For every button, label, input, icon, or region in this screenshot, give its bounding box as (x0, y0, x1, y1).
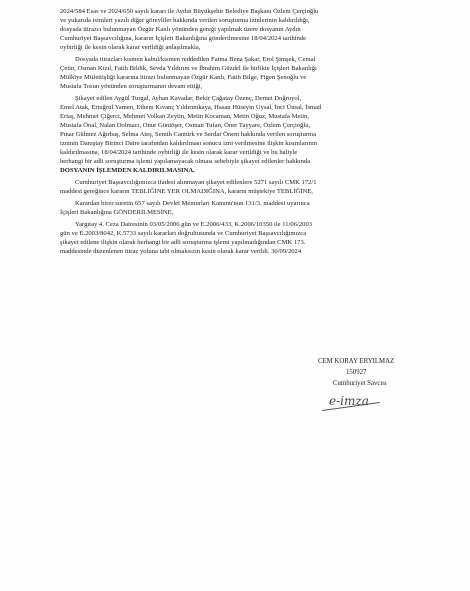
body-line: Çetin, Osman Kızıl, Fatih Bildik, Sevda Yıldırım ve İbrahim Güzdel ile birlikte İçişleri Bakanlığı (60, 65, 317, 72)
body-line: Mustafa Tosun yönünden soruşturmanın devam ettiği, (60, 83, 203, 90)
body-line: Yargıtay 4. Ceza Dairesinin 03/05/2006 gün ve E.2006/433, K.2006/10350 ile 11/06/2003 (75, 221, 313, 228)
body-line: Pınar Gülmez Ağırbaş, Selma Ateş, Semih Cantürk ve Serdar Önem hakkında verilen soruşturma (60, 131, 317, 138)
body-line: Mülkiye Müfettişliği kararına itirazı bulunmayan Özgür Kanlı, Fatih Bilge, Figen Şenoğlu ve (60, 74, 307, 81)
body-line: Cumhuriyet Başsavcılığına, kararın İçişleri Bakanlığına gönderilmesine 18/04/2024 tarihinde (60, 35, 307, 42)
body-line: izninin Danıştay Birinci Daire tarafından kaldırılması sonucu izni verilmesine ilişkin kısımlarının (60, 140, 318, 147)
body-line: Emel Atak, Ertuğrul Yamen, Ethem Kıvanç Yıldırımkaya, Hasan Hüseyin Uysal, İnci Ünsal, İsmail (60, 104, 322, 111)
body-line: Dosyada itirazları kısmen kabul/kısmen reddedilen Fatma Bena Şakar, Erol Şimşek, Cemal (75, 56, 316, 63)
body-line: Ertaş, Mehmet Çiğerci, Mehmet Volkan Zeytin, Metin Kocaman, Metin Oğuz, Mustafa Metin, (60, 113, 309, 120)
body-line: herhangi bir adli soruşturma işlemi yapılamayacak olması sebebiyle şikayet edilenler hakkında (60, 158, 311, 165)
prosecutor-number: 150927 (346, 369, 367, 376)
body-line: kaldırılmasına, 18/04/2024 tarihinde oybirliği ile kesin olarak karar verildiği ve bu haliyle (60, 149, 298, 156)
body-line: şikayet edilene ilişkin olarak herhangi bir adli soruşturma işlemi yapılmadığından CMK 173. (60, 239, 306, 246)
prosecutor-name: CEM KORAY ERYILMAZ (318, 358, 395, 365)
body-line: oybirliği ile kesin olarak karar verildiği anlaşılmakla, (60, 44, 201, 51)
body-line: Şikayet edilen Aygül Turgal, Ayhan Kavadar, Bekir Çağatay Özenç, Demet Doğruyol, (75, 95, 302, 102)
body-line: İçişleri Bakanlığına GÖNDERİLMESİNE, (60, 209, 174, 216)
prosecutor-title: Cumhuriyet Savcısı (333, 380, 387, 387)
body-line: ve yukarıda isimleri yazılı diğer görevliler hakkında verilen soruşturma izinlerinin kaldırıldığı, (60, 17, 310, 24)
body-line: dosyada itirazcı bulunmayan Özgür Kanlı yönünden gereği yapılmak üzere dosyanın Aydın (60, 26, 301, 33)
body-line: 2024/584 Esas ve 2024/650 sayılı kararı ile Aydın Büyükşehir Belediye Başkanı Özlem Çerçioğlu (60, 8, 319, 15)
body-line: gün ve E.2003/8042, K.5733 sayılı kararları doğrultusunda ve Cumhuriyet Başsavcılığımızca (60, 230, 307, 237)
body-line: Cumhuriyet Başsavcılığımızca ifadesi alınmayan şikayet edilenlere 5271 sayılı CMK 172/1 (75, 179, 317, 186)
body-line: Mustafa Önal, Nalan Dolmacı, Onur Güntöşer, Osman Tufan, Öner Tayyare, Özlem Çerçioğlu, (60, 122, 311, 129)
body-line: maddesinde düzenlenen itiraz yoluna tabi olmaksızın kesin olarak karar verildi. 30/09/2024 (60, 248, 302, 255)
body-line-bold: DOSYANIN İŞLEMDEN KALDIRILMASINA, (60, 167, 195, 174)
body-line: maddesi gereğince kararın TEBLİĞİNE YER OLMADIĞINA, kararın müştekiye TEBLİĞİNE, (60, 188, 313, 195)
e-signature: e-imza (329, 394, 369, 408)
body-line: Karardan birer suretin 657 sayılı Devlet Memurları Kanunu'nun 131/3. maddesi uyarınca (75, 200, 310, 207)
